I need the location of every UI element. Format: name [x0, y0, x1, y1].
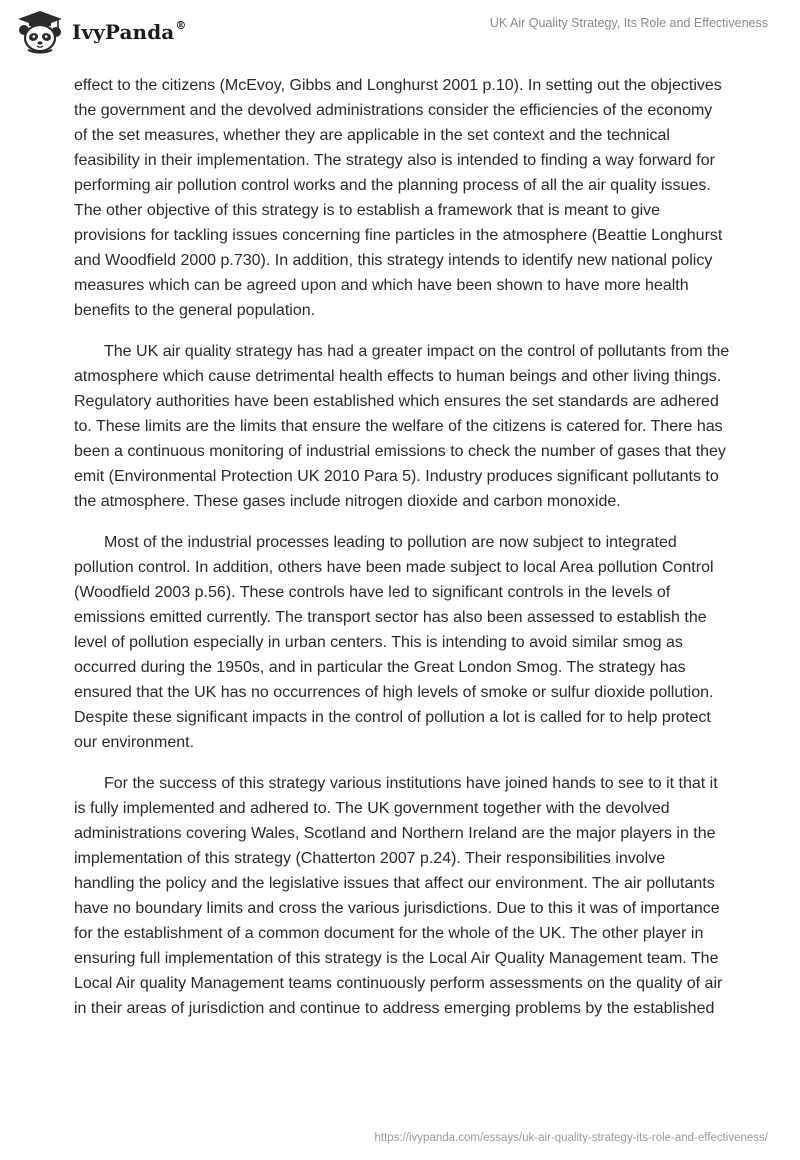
paragraph: For the success of this strategy various institutions have joined hands to see to it that it is fully implemented and adhered to. The UK government together with the devolved administrations covering Wales, Scotland and Northern Ireland are the major players in the implementation of this strategy (Chatterton 2007 p.24). Their responsibilities involve handling the policy and the legislative issues that affect our environment. The air pollutants have no boundary limits and cross the various jurisdictions. Due to this it was of importance for the establishment of a common document for the whole of the UK. The other player in ensuring full implementation of this strategy is the Local Air Quality Management team. The Local Air quality Management teams continuously perform assessments on the quality of air in their areas of jurisdiction and continue to address emerging problems by the established: [74, 775, 723, 1017]
brand-name: IvyPanda®: [72, 19, 187, 44]
source-url[interactable]: https://ivypanda.com/essays/uk-air-quality-strategy-its-role-and-effectiveness/: [374, 1132, 768, 1144]
document-title: UK Air Quality Strategy, Its Role and Effectiveness: [489, 16, 768, 30]
panda-graduate-icon: [14, 8, 64, 54]
brand-logo[interactable]: [14, 8, 186, 54]
registered-mark: ®: [175, 19, 187, 33]
paragraph: effect to the citizens (McEvoy, Gibbs and Longhurst 2001 p.10). In setting out the objectives the government and the devolved administrations consider the efficiencies of the economy of the set measures, whether they are applicable in the set context and the technical feasibility in their implementation. The strategy also is intended to finding a way forward for performing air pollution control works and the planning process of all the air quality issues. The other objective of this strategy is to establish a framework that is meant to give provisions for tackling issues concerning fine particles in the atmosphere (Beattie Longhurst and Woodfield 2000 p.730). In addition, this strategy intends to identify new national policy measures which can be agreed upon and which have been shown to have more health benefits to the general population.: [74, 77, 723, 319]
paragraph: Most of the industrial processes leading to pollution are now subject to integrated pollution control. In addition, others have been made subject to local Area pollution Control (Woodfield 2003 p.56). These controls have led to significant controls in the levels of emissions emitted currently. The transport sector has also been assessed to establish the level of pollution especially in urban centers. This is intending to avoid similar smog as occurred during the 1950s, and in particular the Great London Smog. The strategy has ensured that the UK has no occurrences of high levels of smoke or sulfur dioxide pollution. Despite these significant impacts in the control of pollution a lot is called for to help protect our environment.: [74, 534, 714, 751]
paragraph: The UK air quality strategy has had a greater impact on the control of pollutants from the atmosphere which cause detrimental health effects to human beings and other living things. Regulatory authorities have been established which ensures the set standards are adhered to. These limits are the limits that ensure the welfare of the citizens is catered for. There has been a continuous monitoring of industrial emissions to check the number of gases that they emit (Environmental Protection UK 2010 Para 5). Industry produces significant pollutants to the atmosphere. These gases include nitrogen dioxide and carbon monoxide.: [74, 343, 730, 510]
essay-body: [74, 73, 730, 1037]
page-header: [0, 0, 800, 60]
